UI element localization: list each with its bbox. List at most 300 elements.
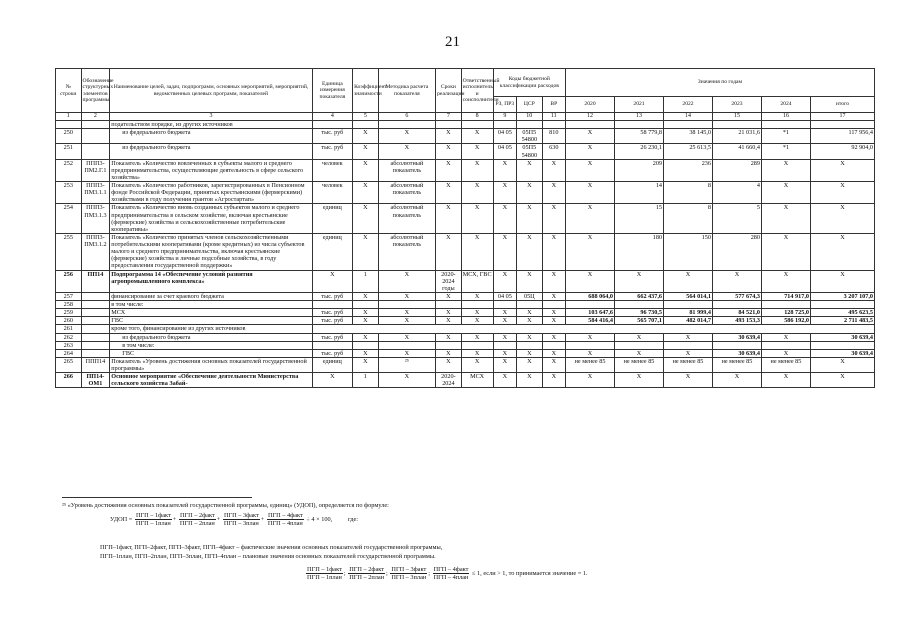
row-number: 264 [56, 349, 82, 357]
row-name: Основное мероприятие «Обеспечение деятельности Министерства сельского хозяйства Забай- [110, 373, 312, 388]
header-cs: ЦСР [517, 97, 543, 113]
row-coef: X [353, 233, 379, 270]
value-2021: 662 437,6 [615, 292, 664, 300]
header-row-no: № строки [56, 69, 82, 113]
row-exec: X [461, 309, 493, 317]
formula-lhs: УДОП = [110, 515, 133, 523]
formula-where: где: [348, 515, 359, 523]
table-row [56, 182, 875, 204]
row-unit: человек [312, 159, 352, 181]
row-exec: МСХ, ГВС [461, 270, 493, 292]
value-2022: X [664, 373, 713, 388]
header-rz: РЗ, ПР3 [493, 97, 516, 113]
row-number: 254 [56, 204, 82, 234]
value-2024: 714 917,0 [761, 292, 810, 300]
row-method: X [378, 317, 436, 325]
value-2023 [712, 301, 761, 309]
column-number: 3 [110, 113, 312, 121]
value-total: 117 956,4 [810, 129, 874, 144]
row-coef: X [353, 317, 379, 325]
header-unit: Единица измерения показателя [312, 69, 352, 113]
column-number: 17 [810, 113, 874, 121]
value-2022: 25 613,5 [664, 144, 713, 159]
formula-condition: $\frac{\text{ПГП – 1факт}}{\text{ПГП – 1план}}$ ; $\frac{\text{ПГП – 2факт}}{\text{ПГП – 2план}}$ ; $\frac{\text{ПГП – 3факт}}{\text{ПГП – 3план}}$ ; $\frac{\text{ПГП – 4факт}}{\text{ПГП – 4план}}$ ≤ 1, если > 1, то принимается значение = 1. [307, 566, 588, 581]
cond-frac-2: $\frac{\text{ПГП – 2факт}}{\text{ПГП – 2план}}$ [349, 566, 385, 581]
value-2023: 5 [712, 204, 761, 234]
row-term: X [436, 317, 462, 325]
row-method: X [378, 144, 436, 159]
value-2021: не менее 85 [615, 357, 664, 372]
row-rz: X [493, 204, 516, 234]
row-term: 2020-2024 годы [436, 270, 462, 292]
row-unit: тыс. руб [312, 349, 352, 357]
row-number: 260 [56, 317, 82, 325]
value-2024: X [761, 270, 810, 292]
footnote-main: ²⁵ «Уровень достижения основных показателей государственной программы, единиц» (УДОП), определяется по формуле: [62, 502, 389, 509]
value-2020: X [566, 144, 615, 159]
value-2024: 586 192,0 [761, 317, 810, 325]
row-coef: X [353, 129, 379, 144]
row-exec [461, 301, 493, 309]
value-2023 [712, 341, 761, 349]
value-2021: 58 779,8 [615, 129, 664, 144]
row-rz: X [493, 357, 516, 372]
row-rz: X [493, 373, 516, 388]
row-term: X [436, 233, 462, 270]
row-exec: X [461, 204, 493, 234]
row-unit [312, 341, 352, 349]
header-2023: 2023 [712, 97, 761, 113]
value-2020 [566, 341, 615, 349]
column-number: 9 [493, 113, 516, 121]
value-2022: 482 014,7 [664, 317, 713, 325]
row-designation [81, 301, 110, 309]
value-2022: X [664, 333, 713, 341]
row-rz [493, 341, 516, 349]
row-number: 265 [56, 357, 82, 372]
column-number: 2 [81, 113, 110, 121]
value-total: 2 711 483,5 [810, 317, 874, 325]
row-cs: 05П5 54800 [517, 144, 543, 159]
row-unit: тыс. руб [312, 309, 352, 317]
row-exec: X [461, 233, 493, 270]
row-term: 2020-2024 [436, 373, 462, 388]
program-table [55, 68, 875, 388]
table-row [56, 349, 875, 357]
value-total: X [810, 204, 874, 234]
row-cs: X [517, 159, 543, 181]
row-coef: 1 [353, 270, 379, 292]
value-2022 [664, 341, 713, 349]
row-name: Показатель «Количество вовлеченных в субъекты малого и среднего предпринимательства, осуществляющие деятельность в сфере сельского хозяйства» [110, 159, 312, 181]
row-number: 252 [56, 159, 82, 181]
header-method: Методика расчета показателя [378, 69, 436, 113]
page-number: 21 [445, 34, 460, 50]
def-fact: ПГП–1факт, ПГП–2факт, ПГП–3факт, ПГП–4факт – фактические значения основных показателей государственной программы, [100, 544, 443, 551]
value-2021 [615, 341, 664, 349]
row-coef: X [353, 357, 379, 372]
table-row [56, 341, 875, 349]
row-designation [81, 333, 110, 341]
value-2021: X [615, 349, 664, 357]
value-2024: X [761, 233, 810, 270]
row-name: кроме того, финансирование из других источников [110, 325, 312, 333]
row-vr [542, 301, 565, 309]
value-2020: 688 064,0 [566, 292, 615, 300]
row-unit: тыс. руб [312, 292, 352, 300]
row-name: ГВС [110, 349, 312, 357]
row-vr: 630 [542, 144, 565, 159]
row-rz: 04 05 [493, 292, 516, 300]
value-2020: X [566, 333, 615, 341]
value-2022 [664, 301, 713, 309]
header-values-by-year: Значения по годам [566, 69, 875, 97]
row-name: Показатель «Количество принятых членов сельскохозяйственными потребительскими кооперативами (кроме кредитных) из числа субъектов малого и среднего предпринимательства, включая крестьянские (фермерские) хозяйства и личные подсобные хозяйства, в году предоставления государственной поддержки» [110, 233, 312, 270]
row-vr: 810 [542, 129, 565, 144]
row-rz: X [493, 309, 516, 317]
row-cs: X [517, 270, 543, 292]
value-2021: 180 [615, 233, 664, 270]
row-designation [81, 317, 110, 325]
row-method [378, 341, 436, 349]
footnote-rule [62, 497, 252, 498]
row-exec: X [461, 333, 493, 341]
row-cs: 05Ц [517, 292, 543, 300]
row-number: 262 [56, 333, 82, 341]
value-2024: X [761, 182, 810, 204]
row-exec [461, 341, 493, 349]
row-vr: X [542, 233, 565, 270]
header-designation: Обозначение структурных элементов программы [81, 69, 110, 113]
value-2022: 564 014,1 [664, 292, 713, 300]
row-method: X [378, 129, 436, 144]
row-name: Подпрограмма 14 «Обеспечение условий развития агропромышленного комплекса» [110, 270, 312, 292]
column-number: 13 [615, 113, 664, 121]
value-total: X [810, 182, 874, 204]
row-designation [81, 129, 110, 144]
column-number: 8 [461, 113, 493, 121]
value-2020: 584 416,4 [566, 317, 615, 325]
value-2024 [761, 301, 810, 309]
value-2023: не менее 85 [712, 357, 761, 372]
value-2023: 280 [712, 233, 761, 270]
row-method: X [378, 309, 436, 317]
row-unit: тыс. руб [312, 333, 352, 341]
row-cs: X [517, 349, 543, 357]
row-term: X [436, 357, 462, 372]
def-plan: ПГП–1план, ПГП–2план, ПГП–3план, ПГП–4план – плановые значения основных показателей государственной программы. [100, 553, 436, 560]
value-2021: 209 [615, 159, 664, 181]
value-2024: X [761, 349, 810, 357]
column-number: 6 [378, 113, 436, 121]
row-number: 255 [56, 233, 82, 270]
value-2021: 565 707,1 [615, 317, 664, 325]
row-term [436, 341, 462, 349]
row-vr: X [542, 349, 565, 357]
value-total [810, 341, 874, 349]
row-exec: X [461, 292, 493, 300]
header-budget-codes: Коды бюджетной классификации расходов [493, 69, 565, 97]
value-2021: 14 [615, 182, 664, 204]
value-2023: 30 639,4 [712, 333, 761, 341]
table-row [56, 129, 875, 144]
row-designation: ПП14 [81, 270, 110, 292]
row-name: Показатель «Количество работников, зарегистрированных в Пенсионном фонде Российской Федерации, принятых крестьянскими (фермерскими) хозяйствами в году получения грантов «Агростартап» [110, 182, 312, 204]
row-cs: X [517, 333, 543, 341]
value-2021: X [615, 333, 664, 341]
row-cs: 05П5 54800 [517, 129, 543, 144]
row-unit: тыс. руб [312, 144, 352, 159]
row-cs: X [517, 182, 543, 204]
value-2020: 103 647,6 [566, 309, 615, 317]
row-designation [81, 292, 110, 300]
value-2022: не менее 85 [664, 357, 713, 372]
value-2021 [615, 301, 664, 309]
row-cs: X [517, 204, 543, 234]
row-name: ГВС [110, 317, 312, 325]
value-2021: X [615, 270, 664, 292]
row-exec: X [461, 349, 493, 357]
value-total: X [810, 270, 874, 292]
row-rz: X [493, 333, 516, 341]
row-coef: X [353, 349, 379, 357]
cond-frac-1: $\frac{\text{ПГП – 1факт}}{\text{ПГП – 1план}}$ [307, 566, 342, 581]
table-row [56, 204, 875, 234]
column-number: 4 [312, 113, 352, 121]
row-term: X [436, 159, 462, 181]
row-coef: X [353, 292, 379, 300]
row-name: из федерального бюджета [110, 144, 312, 159]
row-method: абсолютный показатель [378, 182, 436, 204]
row-cs [517, 341, 543, 349]
table-row [56, 325, 875, 333]
value-2020: X [566, 270, 615, 292]
row-method: абсолютный показатель [378, 233, 436, 270]
row-unit: тыс. руб [312, 129, 352, 144]
row-exec: МСХ [461, 373, 493, 388]
row-vr: X [542, 159, 565, 181]
row-vr: X [542, 317, 565, 325]
row-vr: X [542, 182, 565, 204]
row-method: X [378, 270, 436, 292]
table-row [56, 270, 875, 292]
header-total: итого [810, 97, 874, 113]
value-2023: 577 674,3 [712, 292, 761, 300]
value-2020: X [566, 373, 615, 388]
header-name: Наименование целей, задач, подпрограмм, основных мероприятий, мероприятий, ведомственных целевых программ, показателей [110, 69, 312, 113]
row-coef [353, 341, 379, 349]
value-2020: X [566, 233, 615, 270]
header-term: Сроки реализации [436, 69, 462, 113]
row-name: Показатель «Уровень достижения основных показателей государственной программы» [110, 357, 312, 372]
formula-frac-1: $\frac{\text{ПГП – 1факт}}{\text{ПГП – 1план}}$ [135, 512, 171, 527]
value-total: X [810, 373, 874, 388]
value-2023: 4 [712, 182, 761, 204]
row-method [378, 301, 436, 309]
table-row [56, 317, 875, 325]
row-vr: X [542, 373, 565, 388]
column-number: 7 [436, 113, 462, 121]
row-designation [81, 349, 110, 357]
value-2021: X [615, 373, 664, 388]
row-number: 257 [56, 292, 82, 300]
row-cs [517, 301, 543, 309]
formula-frac-3: $\frac{\text{ПГП – 3факт}}{\text{ПГП – 3план}}$ [223, 512, 259, 527]
row-method: X [378, 292, 436, 300]
table-row [56, 309, 875, 317]
value-2024: не менее 85 [761, 357, 810, 372]
row-designation [81, 325, 110, 333]
row-number: 261 [56, 325, 82, 333]
row-exec: X [461, 129, 493, 144]
row-name: финансирование за счет краевого бюджета [110, 292, 312, 300]
row-method: X [378, 373, 436, 388]
row-vr: X [542, 309, 565, 317]
value-total: 30 639,4 [810, 333, 874, 341]
row-unit: единиц [312, 357, 352, 372]
row-number: 253 [56, 182, 82, 204]
row-cs: X [517, 233, 543, 270]
row-term: X [436, 333, 462, 341]
row-exec: X [461, 144, 493, 159]
header-2021: 2021 [615, 97, 664, 113]
row-term: X [436, 292, 462, 300]
column-number: 14 [664, 113, 713, 121]
row-rz [493, 301, 516, 309]
row-number: 258 [56, 301, 82, 309]
value-2024 [761, 341, 810, 349]
column-number: 15 [712, 113, 761, 121]
row-method: абсолютный показатель [378, 159, 436, 181]
column-number: 10 [517, 113, 543, 121]
row-designation: ППП3-ПМ2.Г.1 [81, 159, 110, 181]
cond-text: ≤ 1, если > 1, то принимается значение = 1. [472, 569, 588, 577]
value-2020 [566, 301, 615, 309]
row-term: X [436, 204, 462, 234]
row-cs: X [517, 317, 543, 325]
continuation-row [56, 121, 875, 129]
column-number: 12 [566, 113, 615, 121]
header-2024: 2024 [761, 97, 810, 113]
row-exec: X [461, 182, 493, 204]
row-designation: ППП3-ПМ3.1.2 [81, 233, 110, 270]
value-2024: *1 [761, 144, 810, 159]
row-name: в том числе: [110, 341, 312, 349]
header-2020: 2020 [566, 97, 615, 113]
row-designation: ПП14-ОМ1 [81, 373, 110, 388]
row-rz: X [493, 159, 516, 181]
column-number-row [56, 113, 875, 121]
row-designation: ППП14 [81, 357, 110, 372]
row-name: МСХ [110, 309, 312, 317]
table-row [56, 292, 875, 300]
value-2024: *1 [761, 129, 810, 144]
value-2022: 8 [664, 182, 713, 204]
row-designation: ППП3-ПМ3.1.1 [81, 182, 110, 204]
row-name: из федерального бюджета [110, 333, 312, 341]
row-coef: X [353, 182, 379, 204]
value-2022: 150 [664, 233, 713, 270]
row-designation [81, 341, 110, 349]
value-2022: 38 145,0 [664, 129, 713, 144]
row-method: ²⁵ [378, 357, 436, 372]
row-unit: единиц [312, 233, 352, 270]
value-2023: 30 639,4 [712, 349, 761, 357]
cond-frac-3: $\frac{\text{ПГП – 3факт}}{\text{ПГП – 3план}}$ [391, 566, 427, 581]
header-2022: 2022 [664, 97, 713, 113]
row-number: 266 [56, 373, 82, 388]
value-total: 3 207 107,0 [810, 292, 874, 300]
column-number: 11 [542, 113, 565, 121]
value-2023: X [712, 270, 761, 292]
table-row [56, 357, 875, 372]
row-vr: X [542, 292, 565, 300]
row-method: X [378, 333, 436, 341]
row-method: абсолютный показатель [378, 204, 436, 234]
row-coef: X [353, 309, 379, 317]
value-total: X [810, 233, 874, 270]
footnote [62, 502, 862, 510]
row-method: X [378, 349, 436, 357]
row-unit: тыс. руб [312, 317, 352, 325]
row-designation [81, 144, 110, 159]
table-row [56, 233, 875, 270]
row-coef: X [353, 144, 379, 159]
value-2021: 15 [615, 204, 664, 234]
value-2023: 493 153,3 [712, 317, 761, 325]
row-cs: X [517, 373, 543, 388]
empty-span [312, 325, 874, 333]
row-rz: 04 05 [493, 129, 516, 144]
table-row [56, 301, 875, 309]
value-2021: 96 730,5 [615, 309, 664, 317]
value-2023: 84 521,0 [712, 309, 761, 317]
value-2022: X [664, 270, 713, 292]
row-name: из федерального бюджета [110, 129, 312, 144]
row-number: 251 [56, 144, 82, 159]
row-term: X [436, 349, 462, 357]
row-number: 263 [56, 341, 82, 349]
value-2024: X [761, 204, 810, 234]
row-designation: ППП3-ПМ3.1.3 [81, 204, 110, 234]
table-row [56, 333, 875, 341]
value-total: X [810, 357, 874, 372]
formula-frac-4: $\frac{\text{ПГП – 4факт}}{\text{ПГП – 4план}}$ [267, 512, 303, 527]
row-term: X [436, 144, 462, 159]
column-number: 16 [761, 113, 810, 121]
row-coef: X [353, 204, 379, 234]
row-vr: X [542, 333, 565, 341]
table-row [56, 373, 875, 388]
value-2023: X [712, 373, 761, 388]
value-2020: X [566, 349, 615, 357]
row-unit: человек [312, 182, 352, 204]
row-number: 250 [56, 129, 82, 144]
value-2023: 41 660,4 [712, 144, 761, 159]
value-2022: X [664, 349, 713, 357]
header-coef: Коэффициент значимости [353, 69, 379, 113]
column-number: 5 [353, 113, 379, 121]
table-row [56, 159, 875, 181]
row-term: X [436, 182, 462, 204]
value-total: 92 904,0 [810, 144, 874, 159]
row-term: X [436, 309, 462, 317]
value-total: 30 639,4 [810, 349, 874, 357]
value-total: X [810, 159, 874, 181]
value-2024: X [761, 373, 810, 388]
value-2022: 81 999,4 [664, 309, 713, 317]
row-exec: X [461, 357, 493, 372]
